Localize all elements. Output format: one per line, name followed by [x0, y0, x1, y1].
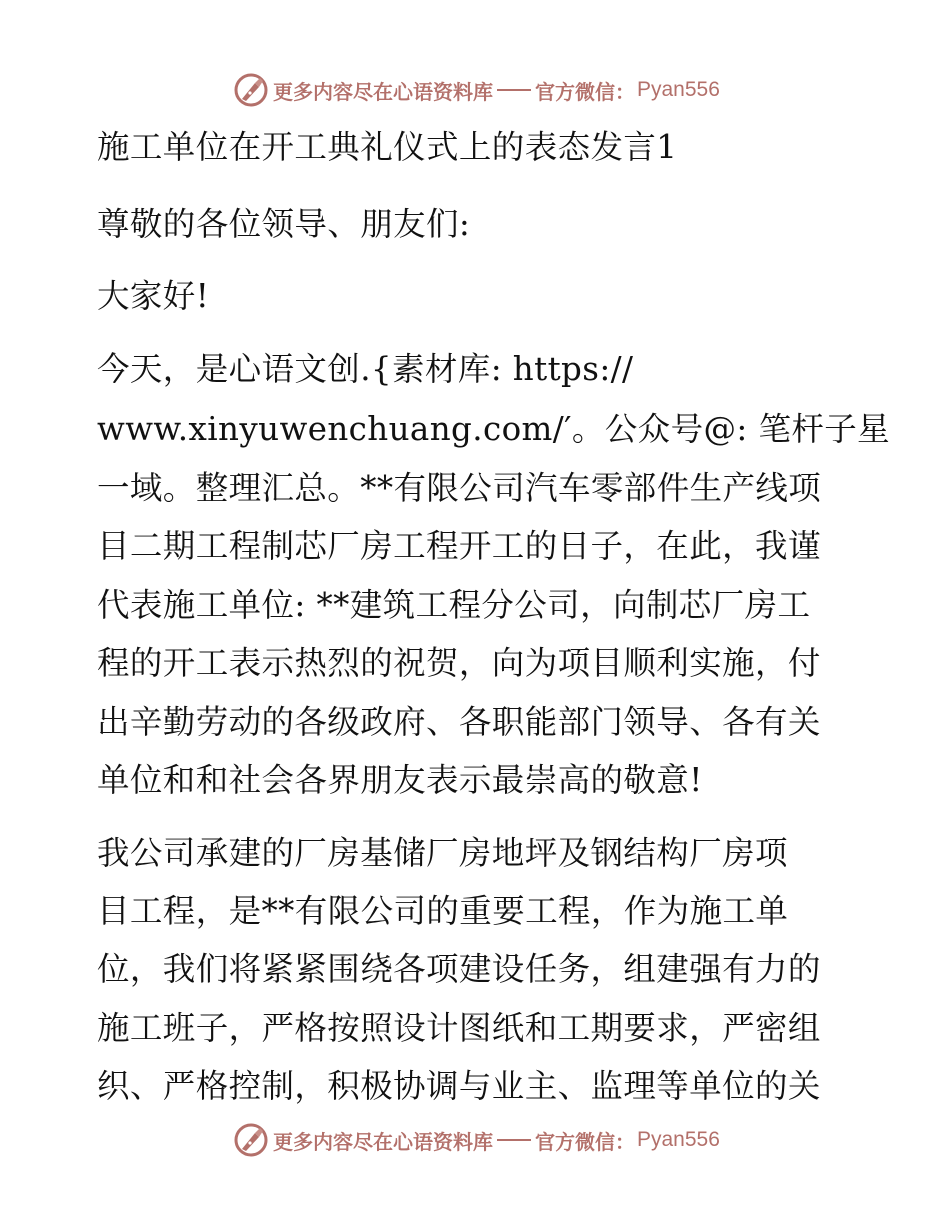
paragraph1-line: 出辛勤劳动的各级政府、各职能部门领导、各有关: [97, 703, 821, 741]
banner-sub-text: 官方微信：: [535, 1129, 635, 1154]
header-watermark-banner: [233, 70, 720, 110]
paragraph2-line: 目工程，是**有限公司的重要工程，作为施工单: [97, 892, 789, 930]
footer-watermark-banner: [233, 1120, 720, 1160]
banner-divider: [497, 1139, 531, 1141]
pen-nib-logo-icon: [233, 72, 269, 108]
paragraph1-line: www.xinyuwenchuang.com/′。公众号@: 笔杆子星: [97, 410, 891, 448]
paragraph1-line: 代表施工单位: **建筑工程分公司，向制芯厂房工: [97, 586, 811, 624]
banner-sub-text: 官方微信：: [535, 79, 635, 104]
paragraph2-line: 我公司承建的厂房基储厂房地坪及钢结构厂房项: [97, 834, 788, 872]
paragraph2-line: 施工班子，严格按照设计图纸和工期要求，严密组: [97, 1009, 821, 1047]
paragraph1-line: 程的开工表示热烈的祝贺，向为项目顺利实施，付: [97, 644, 821, 682]
banner-divider: [497, 89, 531, 91]
document-title: 施工单位在开工典礼仪式上的表态发言1: [97, 128, 678, 166]
paragraph2-line: 位，我们将紧紧围绕各项建设任务，组建强有力的: [97, 950, 821, 988]
paragraph1-line: 今天，是心语文创.{素材库: https://: [97, 350, 634, 388]
paragraph2-line: 织、严格控制，积极协调与业主、监理等单位的关: [97, 1067, 821, 1105]
salutation: 尊敬的各位领导、朋友们:: [97, 205, 471, 243]
greeting: 大家好!: [97, 277, 210, 315]
banner-main-text: 更多内容尽在心语资料库: [273, 1129, 493, 1154]
paragraph1-line: 一域。整理汇总。**有限公司汽车零部件生产线项: [97, 469, 822, 507]
banner-wechat-id: Pyan556: [637, 78, 720, 101]
banner-wechat-id: Pyan556: [637, 1128, 720, 1151]
paragraph1-line: 单位和和社会各界朋友表示最崇高的敬意!: [97, 761, 703, 799]
pen-nib-logo-icon: [233, 1122, 269, 1158]
banner-main-text: 更多内容尽在心语资料库: [273, 79, 493, 104]
paragraph1-line: 目二期工程制芯厂房工程开工的日子，在此，我谨: [97, 527, 821, 565]
